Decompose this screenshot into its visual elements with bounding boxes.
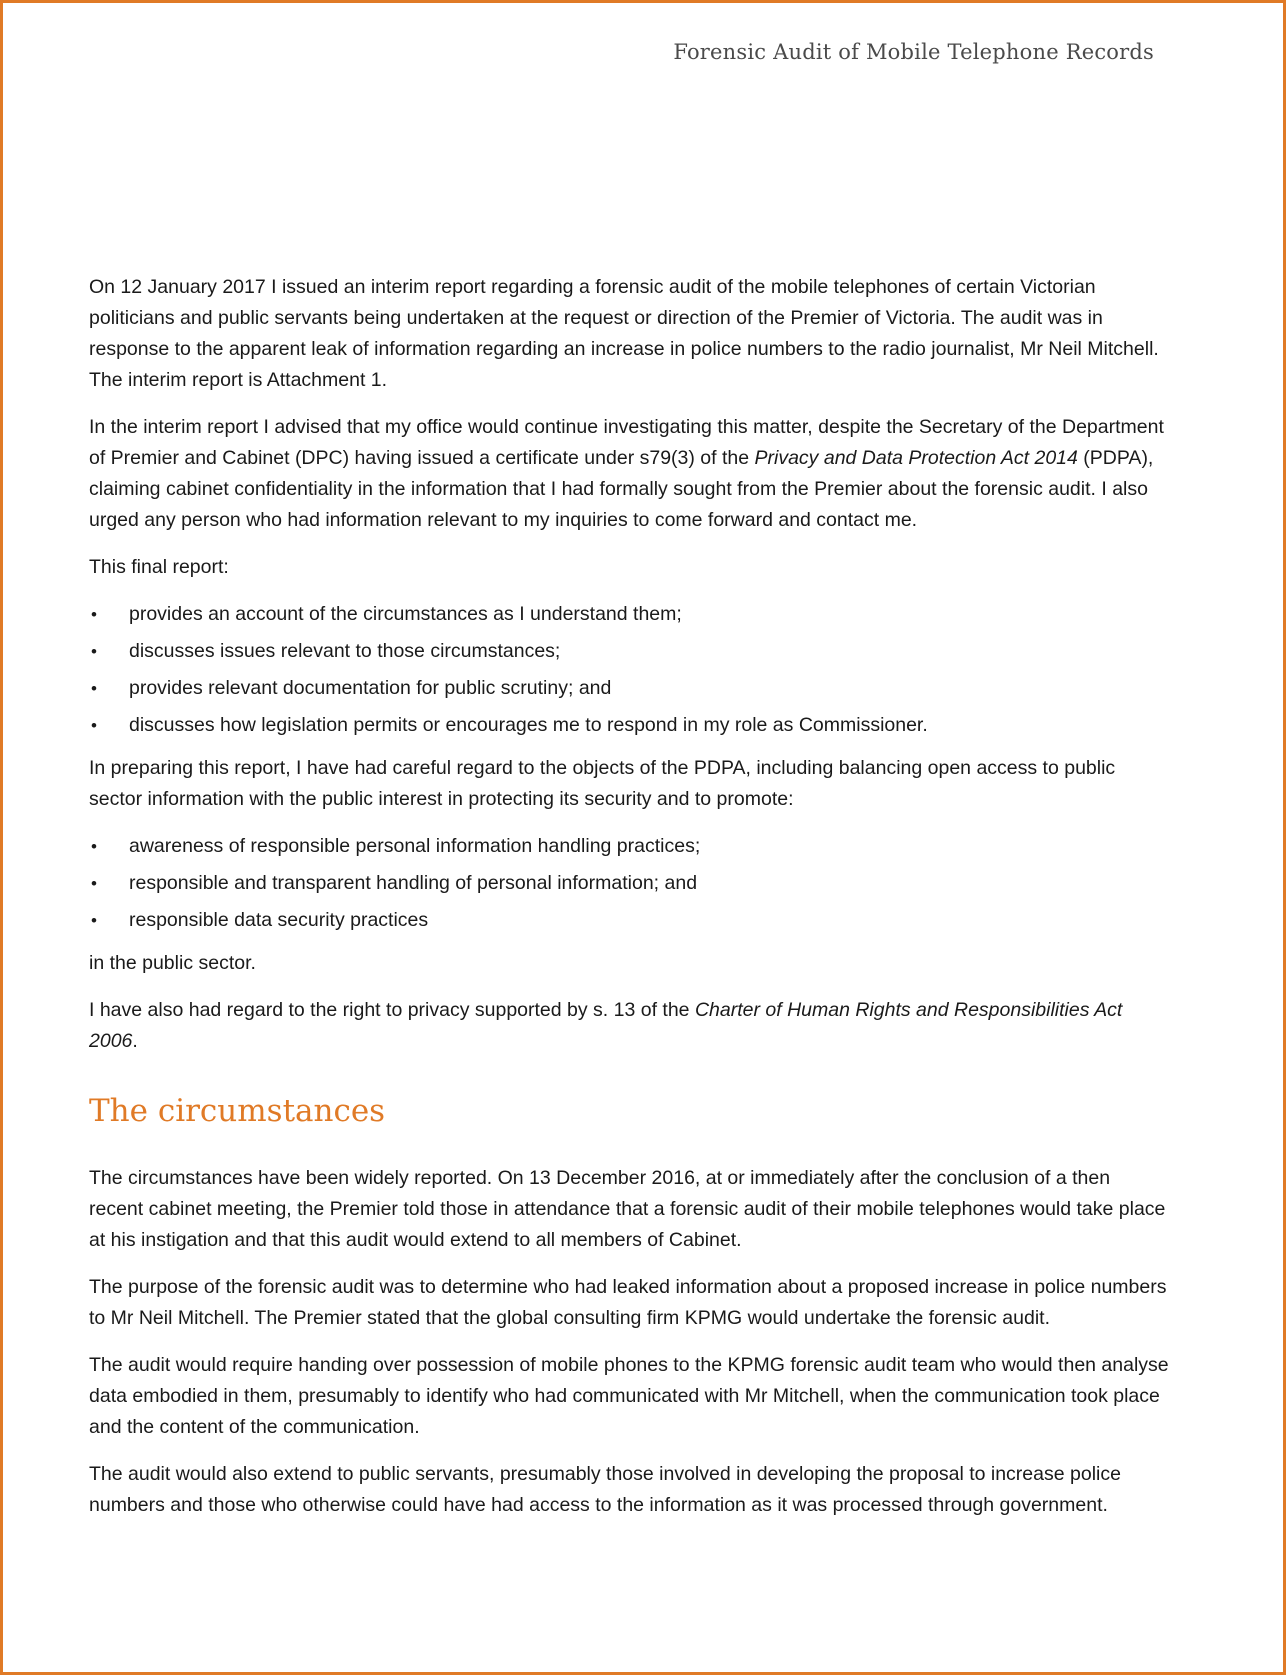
- bullet-icon: •: [91, 679, 97, 698]
- act-title-charter: Charter of Human Rights and Responsibilities Act 2006: [89, 999, 1123, 1052]
- final-report-list: [89, 599, 1169, 741]
- act-title-pdpa: Privacy and Data Protection Act 2014: [754, 447, 1078, 469]
- circumstances-paragraph-3: The audit would require handing over possession of mobile phones to the KPMG forensic audit team who would then analyse data embodied in them, presumably to identify who had communicated with Mr Mitchell, when the communication took place and the content of the communication.: [89, 1354, 1169, 1438]
- bullet-icon: •: [91, 837, 97, 856]
- list-item: • discusses how legislation permits or encourages me to respond in my role as Commissioner.: [89, 710, 1169, 741]
- bullet-icon: •: [91, 716, 97, 735]
- intro-paragraph-1: On 12 January 2017 I issued an interim report regarding a forensic audit of the mobile telephones of certain Victorian politicians and public servants being undertaken at the request or direction of the Premier of Victoria. The audit was in response to the apparent leak of information regarding an increase in police numbers to the radio journalist, Mr Neil Mitchell. The interim report is Attachment 1.: [89, 276, 1159, 391]
- list-item: • awareness of responsible personal information handling practices;: [89, 831, 1169, 862]
- intro-paragraph-2: [89, 412, 1169, 536]
- list-item: • responsible data security practices: [89, 905, 1169, 936]
- section-heading-circumstances: The circumstances: [89, 1093, 386, 1129]
- preparing-paragraph: In preparing this report, I have had careful regard to the objects of the PDPA, including balancing open access to public sector information with the public interest in protecting its security and to promote:: [89, 757, 1116, 810]
- final-report-lead: This final report:: [89, 556, 229, 578]
- circumstances-paragraph-1: The circumstances have been widely reported. On 13 December 2016, at or immediately after the conclusion of a then recent cabinet meeting, the Premier told those in attendance that a forensic audit of their mobile telephones would take place at his instigation and that this audit would extend to all members of Cabinet.: [89, 1167, 1166, 1251]
- bullet-icon: •: [91, 911, 97, 930]
- circumstances-paragraph-4: The audit would also extend to public servants, presumably those involved in developing the proposal to increase police numbers and those who otherwise could have had access to the information as it was processed through government.: [89, 1463, 1121, 1516]
- charter-paragraph: I have also had regard to the right to privacy supported by s. 13 of the Charter of Human Rights and Responsibilities Act 2006.: [89, 999, 1123, 1052]
- list-item: • provides an account of the circumstances as I understand them;: [89, 599, 1169, 630]
- list-item: • responsible and transparent handling of personal information; and: [89, 868, 1169, 899]
- intro-paragraph-2-text-a: In the interim report I advised that my office would continue investigating this matter, despite the Secretary of the Department of Premier and Cabinet (DPC) having issued a certificate under s79(3) of the: [89, 416, 1164, 469]
- running-header: Forensic Audit of Mobile Telephone Records: [673, 40, 1154, 64]
- bullet-icon: •: [91, 874, 97, 893]
- document-body: [89, 272, 1169, 1537]
- list-item: • provides relevant documentation for public scrutiny; and: [89, 673, 1169, 704]
- bullet-icon: •: [91, 642, 97, 661]
- public-sector-line: in the public sector.: [89, 952, 256, 974]
- bullet-icon: •: [91, 605, 97, 624]
- circumstances-paragraph-2: The purpose of the forensic audit was to determine who had leaked information about a proposed increase in police numbers to Mr Neil Mitchell. The Premier stated that the global consulting firm KPMG would undertake the forensic audit.: [89, 1276, 1167, 1329]
- intro-paragraph-2-text-b: (PDPA), claiming cabinet confidentiality in the information that I had formally sought from the Premier about the forensic audit. I also urged any person who had information relevant to my inquiries to come forward and contact me.: [89, 447, 1154, 531]
- promote-list: [89, 831, 1169, 936]
- list-item: • discusses issues relevant to those circumstances;: [89, 636, 1169, 667]
